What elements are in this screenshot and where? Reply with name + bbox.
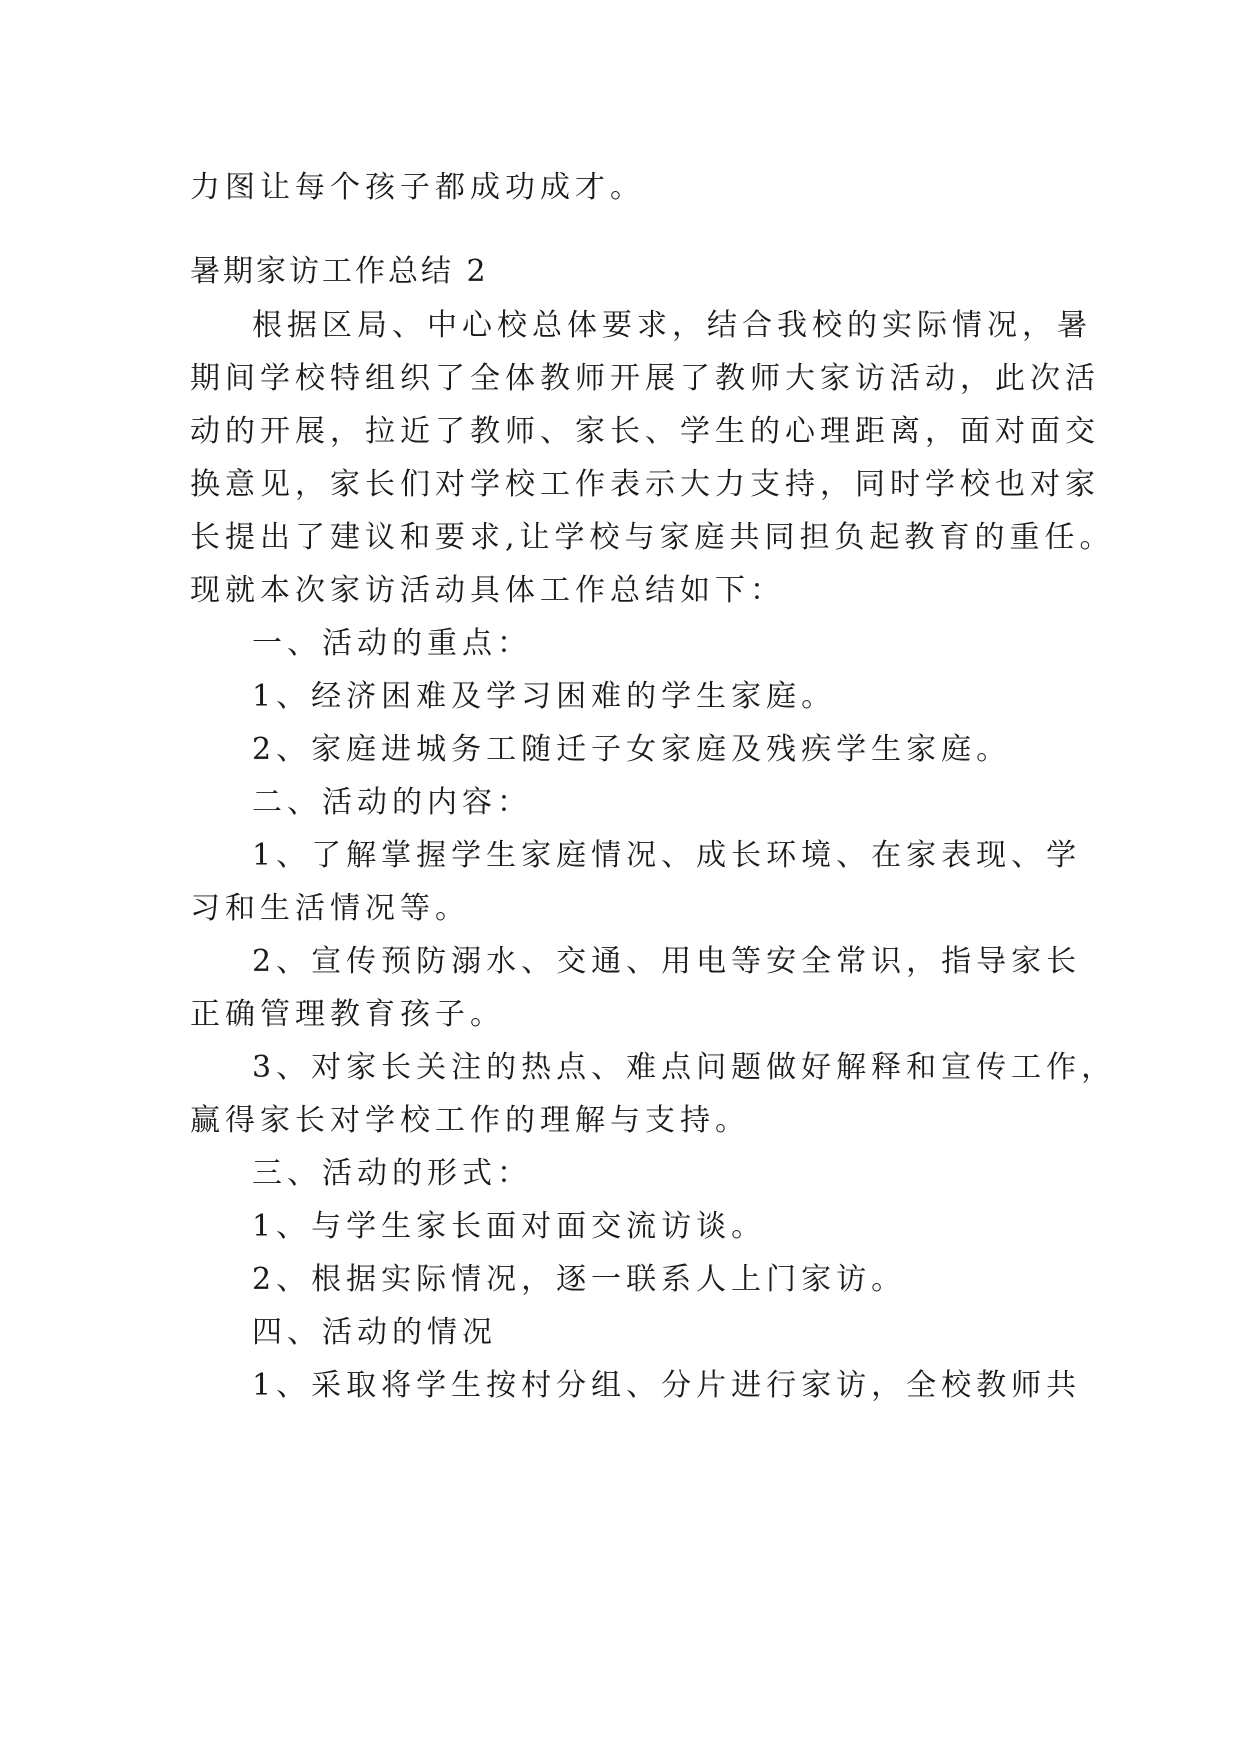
paragraph-line: 换意见，家长们对学校工作表示大力支持，同时学校也对家 <box>190 467 1100 502</box>
paragraph-line: 期间学校特组织了全体教师开展了教师大家访活动，此次活 <box>190 361 1100 396</box>
list-item: 1、采取将学生按村分组、分片进行家访，全校教师共 <box>252 1368 1082 1403</box>
list-item: 2、宣传预防溺水、交通、用电等安全常识，指导家长 <box>252 944 1082 979</box>
paragraph-line: 根据区局、中心校总体要求，结合我校的实际情况，暑 <box>252 308 1092 343</box>
section-title: 暑期家访工作总结 2 <box>190 254 489 289</box>
list-item: 2、根据实际情况，逐一联系人上门家访。 <box>252 1262 907 1297</box>
list-item: 1、经济困难及学习困难的学生家庭。 <box>252 679 837 714</box>
list-item: 3、对家长关注的热点、难点问题做好解释和宣传工作， <box>252 1050 1117 1085</box>
list-item: 2、家庭进城务工随迁子女家庭及残疾学生家庭。 <box>252 732 1012 767</box>
paragraph-line: 长提出了建议和要求,让学校与家庭共同担负起教育的重任。 <box>190 520 1115 555</box>
subheading: 二、活动的内容： <box>252 785 532 820</box>
subheading: 三、活动的形式： <box>252 1156 532 1191</box>
list-item: 1、了解掌握学生家庭情况、成长环境、在家表现、学 <box>252 838 1082 873</box>
subheading: 一、活动的重点： <box>252 626 532 661</box>
list-item: 1、与学生家长面对面交流访谈。 <box>252 1209 767 1244</box>
list-item-continuation: 习和生活情况等。 <box>190 891 470 926</box>
list-item-continuation: 赢得家长对学校工作的理解与支持。 <box>190 1103 750 1138</box>
list-item-continuation: 正确管理教育孩子。 <box>190 997 505 1032</box>
paragraph-line: 力图让每个孩子都成功成才。 <box>190 170 645 205</box>
paragraph-line: 现就本次家访活动具体工作总结如下： <box>190 573 785 608</box>
subheading: 四、活动的情况 <box>252 1315 497 1350</box>
paragraph-line: 动的开展，拉近了教师、家长、学生的心理距离，面对面交 <box>190 414 1100 449</box>
